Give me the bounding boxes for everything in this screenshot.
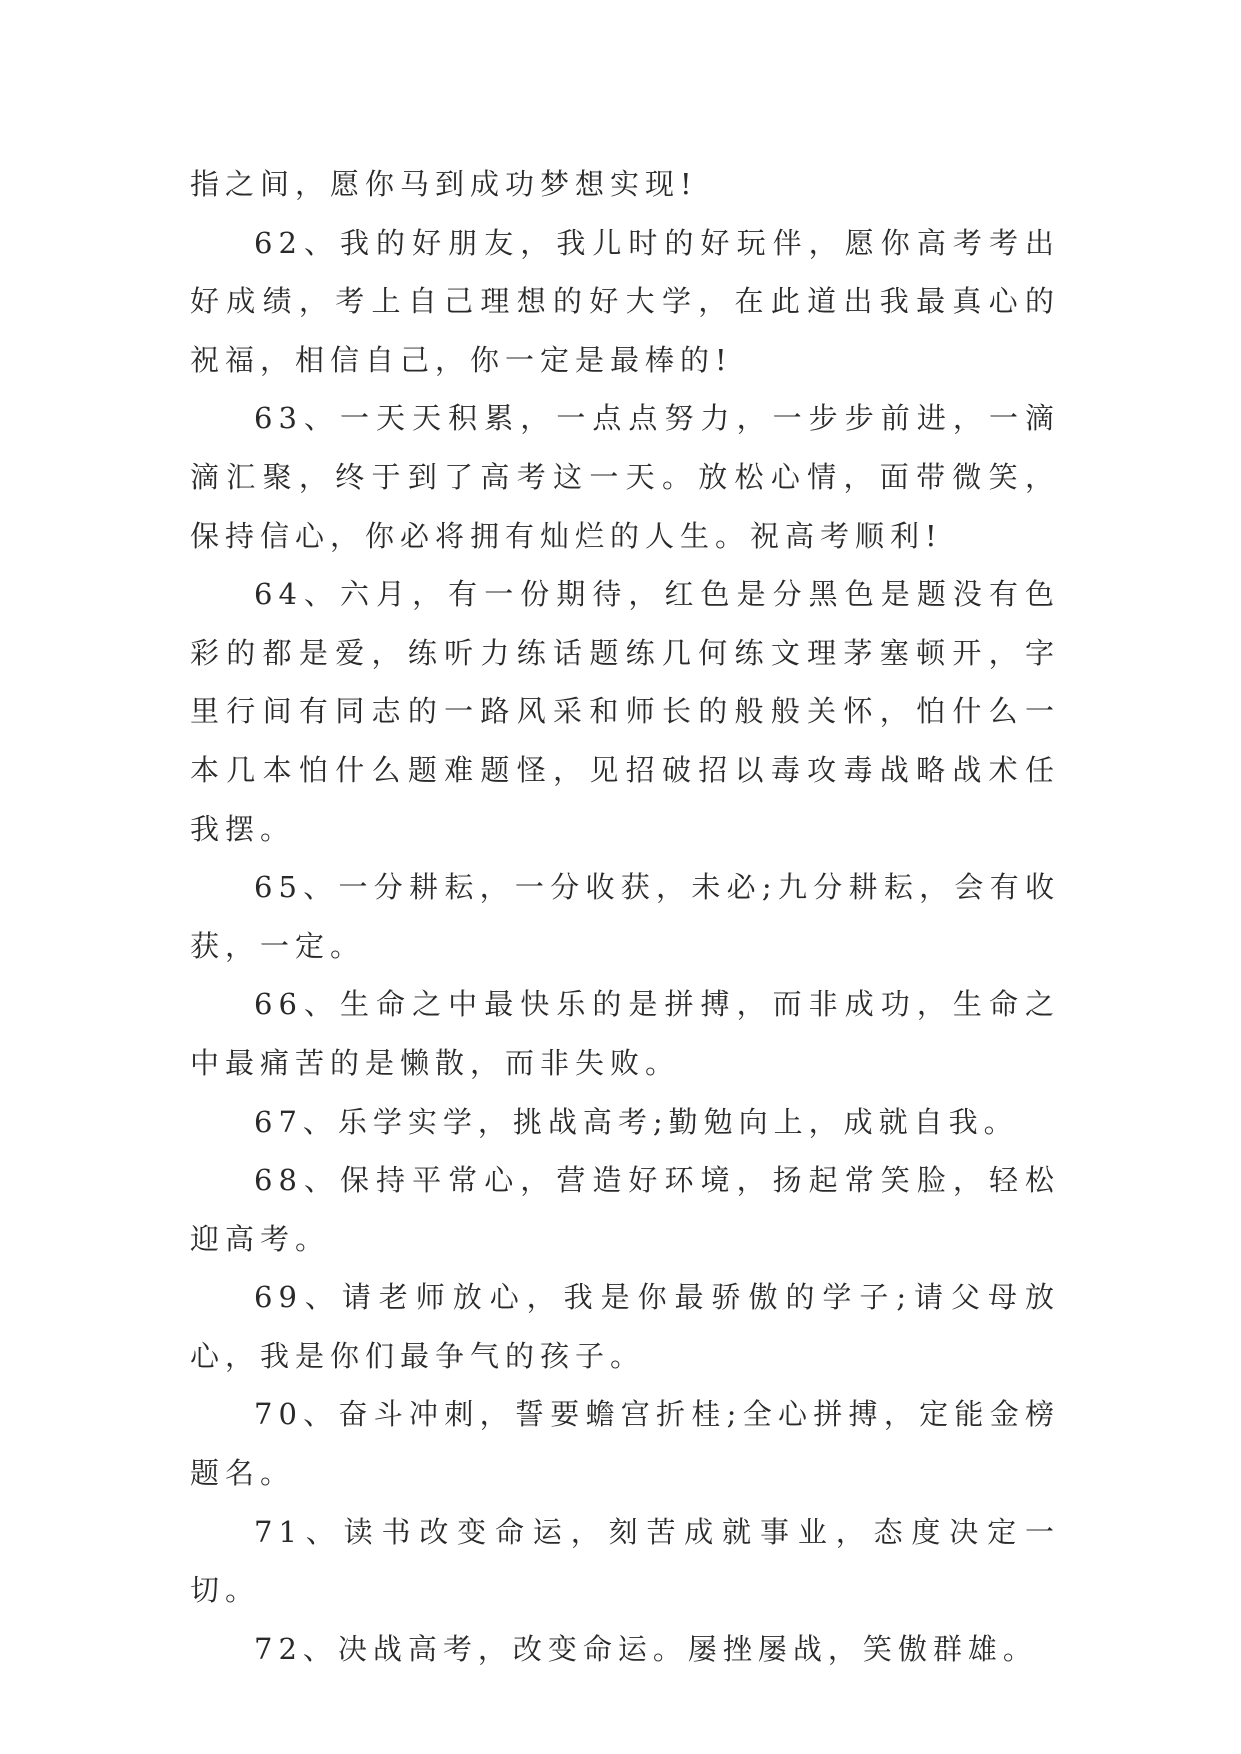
paragraph-66: 66、生命之中最快乐的是拼搏，而非成功，生命之中最痛苦的是懒散，而非失败。: [190, 987, 1060, 1080]
paragraph-63: 63、一天天积累，一点点努力，一步步前进，一滴滴汇聚，终于到了高考这一天。放松心情，面带微笑，保持信心，你必将拥有灿烂的人生。祝高考顺利!: [190, 401, 1060, 553]
paragraph-continued: 指之间，愿你马到成功梦想实现!: [190, 167, 698, 201]
paragraph-72: 72、决战高考，改变命运。屡挫屡战，笑傲群雄。: [254, 1631, 1038, 1666]
paragraph-62: 62、我的好朋友，我儿时的好玩伴，愿你高考考出好成绩，考上自己理想的好大学，在此道出我最真心的祝福，相信自己，你一定是最棒的!: [190, 225, 1060, 377]
paragraph-64: 64、六月，有一份期待，红色是分黑色是题没有色彩的都是爱，练听力练话题练几何练文理茅塞顿开，字里行间有同志的一路风采和师长的般般关怀，怕什么一本几本怕什么题难题怪，见招破招以毒攻毒战略战术任我摆。: [190, 577, 1060, 846]
paragraph-68: 68、保持平常心，营造好环境，扬起常笑脸，轻松迎高考。: [190, 1163, 1060, 1256]
paragraph-65: 65、一分耕耘，一分收获，未必;九分耕耘，会有收获，一定。: [190, 870, 1060, 963]
paragraph-69: 69、请老师放心，我是你最骄傲的学子;请父母放心，我是你们最争气的孩子。: [190, 1280, 1060, 1373]
document-body: [190, 155, 1060, 1678]
paragraph-71: 71、读书改变命运，刻苦成就事业，态度决定一切。: [190, 1514, 1060, 1608]
paragraph-67: 67、乐学实学，挑战高考;勤勉向上，成就自我。: [254, 1104, 1019, 1139]
paragraph-70: 70、奋斗冲刺，誓要蟾宫折桂;全心拼搏，定能金榜题名。: [190, 1397, 1060, 1491]
